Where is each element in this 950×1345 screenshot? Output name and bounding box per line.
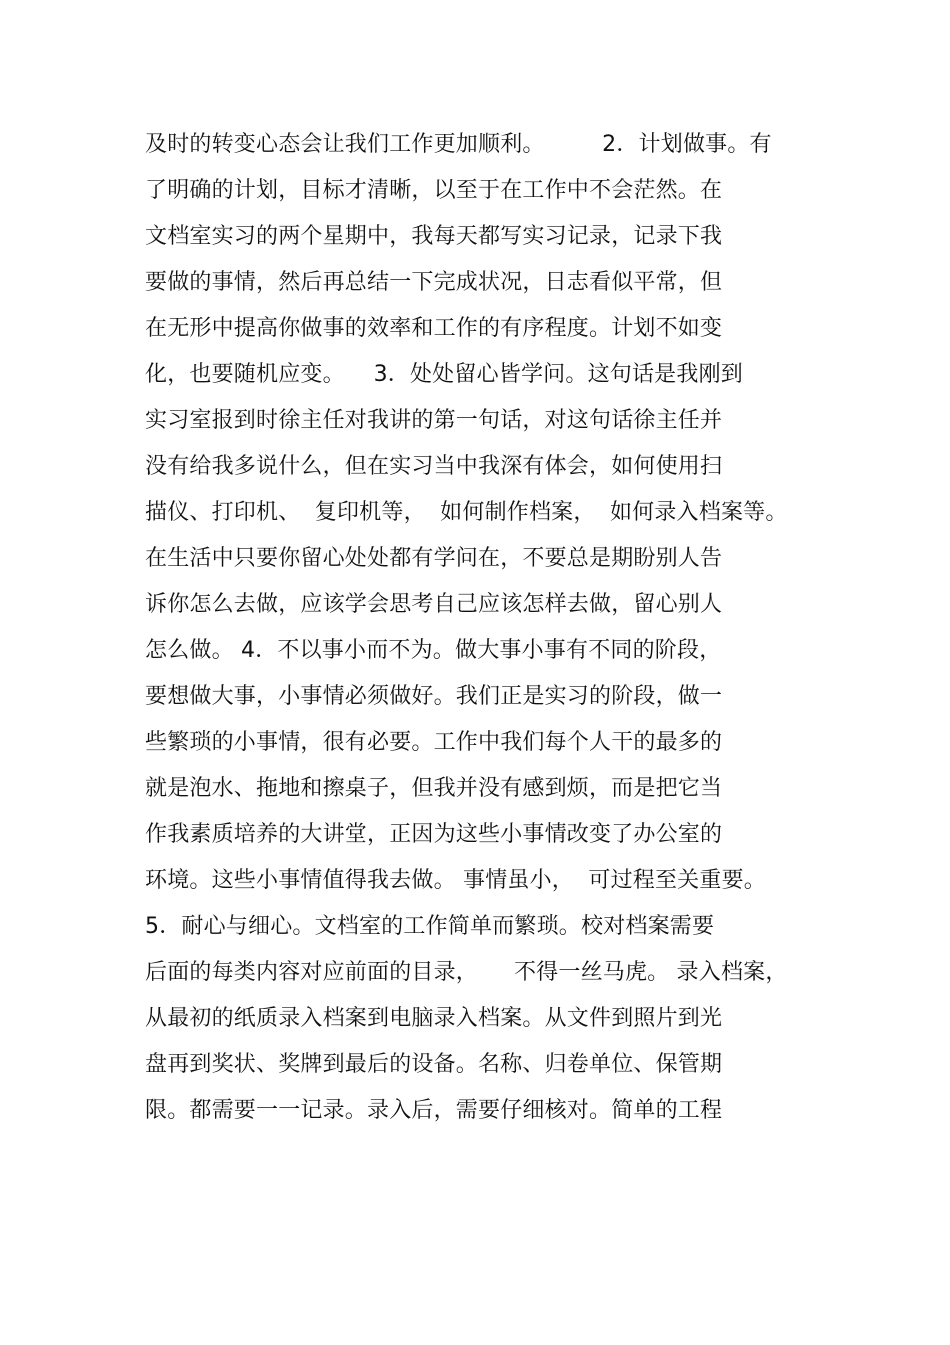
body-text <box>145 122 835 1134</box>
text-line-3: 文档室实习的两个星期中，我每天都写实习记录，记录下我 <box>145 224 723 249</box>
text-line-5: 在无形中提高你做事的效率和工作的有序程度。计划不如变 <box>145 316 723 341</box>
text-line-13: 要想做大事，小事情必须做好。我们正是实习的阶段，做一 <box>145 684 723 709</box>
text-line-21: 盘再到奖状、奖牌到最后的设备。名称、归卷单位、保管期 <box>145 1052 723 1077</box>
text-line-9: 描仪、打印机、 复印机等， 如何制作档案， 如何录入档案等。 <box>145 500 788 525</box>
text-line-2: 了明确的计划，目标才清晰，以至于在工作中不会茫然。在 <box>145 178 723 203</box>
text-line-1: 及时的转变心态会让我们工作更加顺利。 2．计划做事。有 <box>145 132 772 157</box>
text-line-22: 限。都需要一一记录。录入后，需要仔细核对。简单的工程 <box>145 1098 723 1123</box>
text-line-20: 从最初的纸质录入档案到电脑录入档案。从文件到照片到光 <box>145 1006 723 1031</box>
text-line-11: 诉你怎么去做，应该学会思考自己应该怎样去做，留心别人 <box>145 592 723 617</box>
text-line-14: 些繁琐的小事情，很有必要。工作中我们每个人干的最多的 <box>145 730 723 755</box>
text-line-4: 要做的事情，然后再总结一下完成状况，日志看似平常，但 <box>145 270 723 295</box>
text-line-17: 环境。这些小事情值得我去做。 事情虽小， 可过程至关重要。 <box>145 868 766 893</box>
text-line-18: 5．耐心与细心。文档室的工作简单而繁琐。校对档案需要 <box>145 914 715 939</box>
text-line-6: 化，也要随机应变。 3．处处留心皆学问。这句话是我刚到 <box>145 362 743 387</box>
text-line-8: 没有给我多说什么，但在实习当中我深有体会，如何使用扫 <box>145 454 723 479</box>
text-line-15: 就是泡水、拖地和擦桌子，但我并没有感到烦，而是把它当 <box>145 776 723 801</box>
text-line-10: 在生活中只要你留心处处都有学问在，不要总是期盼别人告 <box>145 546 723 571</box>
text-line-12: 怎么做。 4．不以事小而不为。做大事小事有不同的阶段， <box>145 638 722 663</box>
text-line-19: 后面的每类内容对应前面的目录， 不得一丝马虎。 录入档案， <box>145 960 788 985</box>
text-line-7: 实习室报到时徐主任对我讲的第一句话，对这句话徐主任并 <box>145 408 723 433</box>
text-line-16: 作我素质培养的大讲堂，正因为这些小事情改变了办公室的 <box>145 822 723 847</box>
